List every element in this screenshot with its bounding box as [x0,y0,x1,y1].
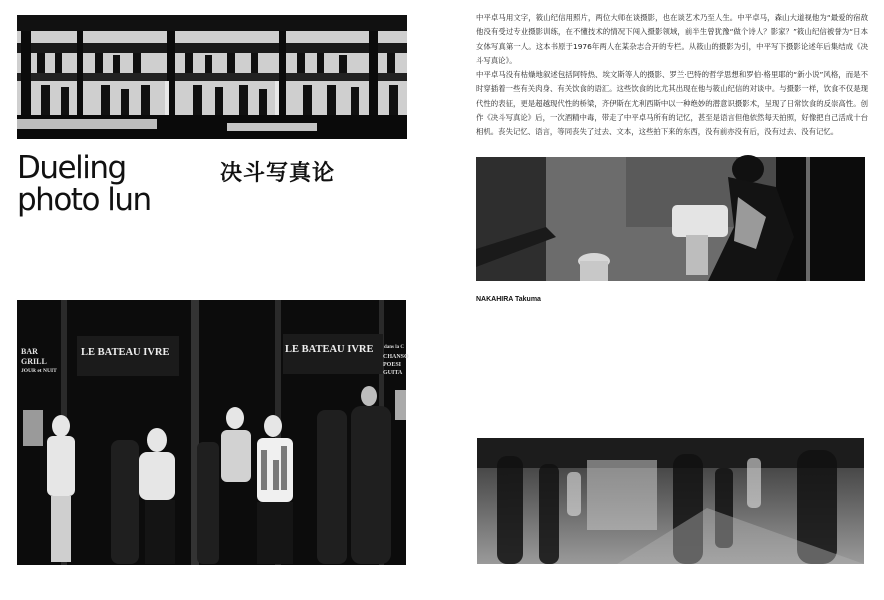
body-paragraph-2: 中平卓马没有枯燥地叙述包括阿特热、埃文斯等人的摄影、罗兰·巴特的哲学思想和罗伯·格里耶的“新小说”风格，而是不时穿插着一些有关肉身、有关饮食的语汇。这些饮食的比尤其出现在他与筱山纪信的对谈中。与摄影一样，饮食不仅是现代性的表征，更是超越现代性的桥梁，齐伊斯在尤利西斯中以一种绝妙的潜意识摄影术，呈现了日常饮食的反崇高性。创作《决斗写真论》后，一次酒精中毒，带走了中平卓马所有的记忆，甚至是语言但他依然每天拍照，好像把自己活成十台相机。丧失记忆、语言，等同丧失了过去、文本，这些拍下来的东西，没有前亦没有后，没有过去、没有记忆。 [476,70,868,137]
title-english-line1: Dueling [17,150,126,186]
title-english-line2: photo lun [17,182,151,218]
sign-jour-nuit: JOUR et NUIT [21,368,57,374]
title-english [17,152,151,216]
photo-street-bar [17,300,409,565]
photo-blurred-crowd [477,438,864,564]
photo-street-bar-image [17,300,409,565]
sign-grill: GRILL [21,357,47,366]
side-sign-line1: dans la C [384,345,405,350]
author-name: NAKAHIRA Takuma [476,296,541,303]
photo-blurred-crowd-image [477,438,864,564]
sign-bateau-left: LE BATEAU IVRE [81,347,170,358]
side-sign-line2: CHANSO [383,354,409,360]
photo-interior-sink-image [476,157,865,281]
sign-bateau-right: LE BATEAU IVRE [285,344,374,355]
title-chinese: 决斗写真论 [220,161,336,186]
sign-bar: BAR [21,347,38,356]
side-sign-line4: GUITA [383,370,403,376]
photo-interior-sink [476,157,865,281]
body-paragraph-1: 中平卓马用文字，筱山纪信用照片，两位大师在谈摄影，也在谈艺术乃至人生。中平卓马，森山大道视他为“最爱的宿敌他没有受过专业摄影训练，在不懂技术的情况下闯入摄影领域，前半生曾犹豫“做个诗人？影家？”筱山纪信被誉为“日本女体写真第一人。这本书原于1976年两人在某杂志合开的专栏。从筱山的摄影为引，中平写下摄影论述年后集结成《决斗写真论》。 [476,13,868,65]
side-sign-line3: POESI [383,362,402,368]
photo-building-windows-image [17,15,407,139]
photo-building-windows [17,15,407,139]
